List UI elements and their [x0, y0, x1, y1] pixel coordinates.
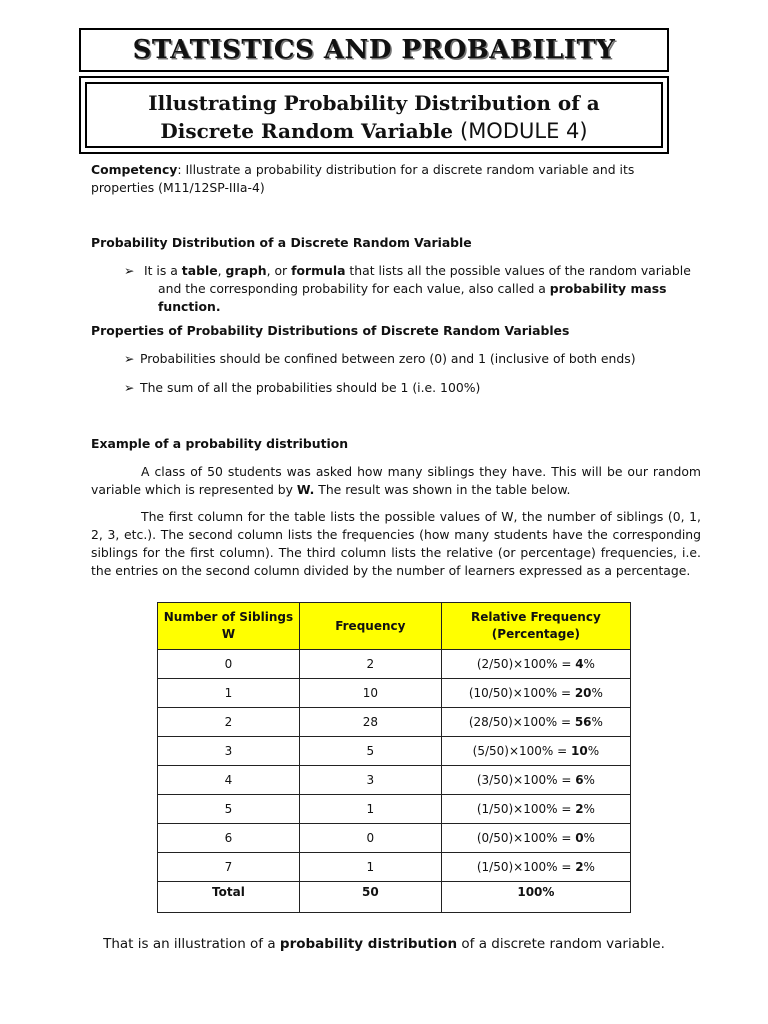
section1-bullet: ➢ It is a table, graph, or formula that lists all the possible values of the random variable and the corresponding probability for each value, also called a probability mass function. [124, 263, 691, 314]
arrow-bullet-icon: ➢ [124, 380, 135, 395]
table-row: 1 10 (10/50)×100% = 20% [158, 679, 631, 708]
table-header-row [158, 603, 631, 650]
subtitle-inner [85, 82, 663, 148]
table-row: 0 2 (2/50)×100% = 4% [158, 650, 631, 679]
arrow-bullet-icon: ➢ [124, 263, 135, 278]
property-item: ➢ The sum of all the probabilities should be 1 (i.e. 100%) [124, 380, 481, 395]
example-paragraph-1: A class of 50 students was asked how many siblings they have. This will be our random variable which is represented by W. The result was shown in the table below. [91, 464, 701, 497]
example-paragraph-2: The first column for the table lists the possible values of W, the number of siblings (0, 1, 2, 3, etc.). The second column lists the frequencies (how many students have the corresponding siblings for the first column). The third column lists the relative (or percentage) frequencies, i.e. the entries on the second column divided by the number of learners expressed as a percentage. [91, 509, 701, 578]
title-box [79, 28, 669, 72]
table-row: 3 5 (5/50)×100% = 10% [158, 737, 631, 766]
header-relative-frequency: Relative Frequency (Percentage) [441, 603, 630, 650]
arrow-bullet-icon: ➢ [124, 351, 135, 366]
table-row: 4 3 (3/50)×100% = 6% [158, 766, 631, 795]
section1-heading: Probability Distribution of a Discrete Random Variable [91, 235, 472, 250]
table-total-row: Total 50 100% [158, 882, 631, 913]
table-row: 5 1 (1/50)×100% = 2% [158, 795, 631, 824]
table-row: 6 0 (0/50)×100% = 0% [158, 824, 631, 853]
competency-text: : Illustrate a probability distribution for a discrete random variable and its properties (M11/12SP-IIIa-4) [91, 162, 635, 195]
module-label: (MODULE 4) [460, 119, 588, 143]
header-siblings: Number of Siblings W [158, 603, 300, 650]
section2-heading: Properties of Probability Distributions of Discrete Random Variables [91, 323, 570, 338]
example-heading: Example of a probability distribution [91, 436, 349, 451]
competency [91, 161, 701, 197]
competency-label: Competency [91, 162, 178, 177]
header-frequency: Frequency [299, 603, 441, 650]
subtitle-line2: Discrete Random Variable [160, 119, 454, 143]
subtitle-line1: Illustrating Probability Distribution of a [148, 91, 600, 115]
page-title: STATISTICS AND PROBABILITY [132, 35, 616, 65]
distribution-table [157, 602, 631, 913]
closing-sentence: That is an illustration of a probability distribution of a discrete random variable. [103, 936, 665, 952]
table-row: 7 1 (1/50)×100% = 2% [158, 853, 631, 882]
property-item: ➢ Probabilities should be confined between zero (0) and 1 (inclusive of both ends) [124, 351, 636, 366]
subtitle-box [79, 76, 669, 154]
table-row: 2 28 (28/50)×100% = 56% [158, 708, 631, 737]
